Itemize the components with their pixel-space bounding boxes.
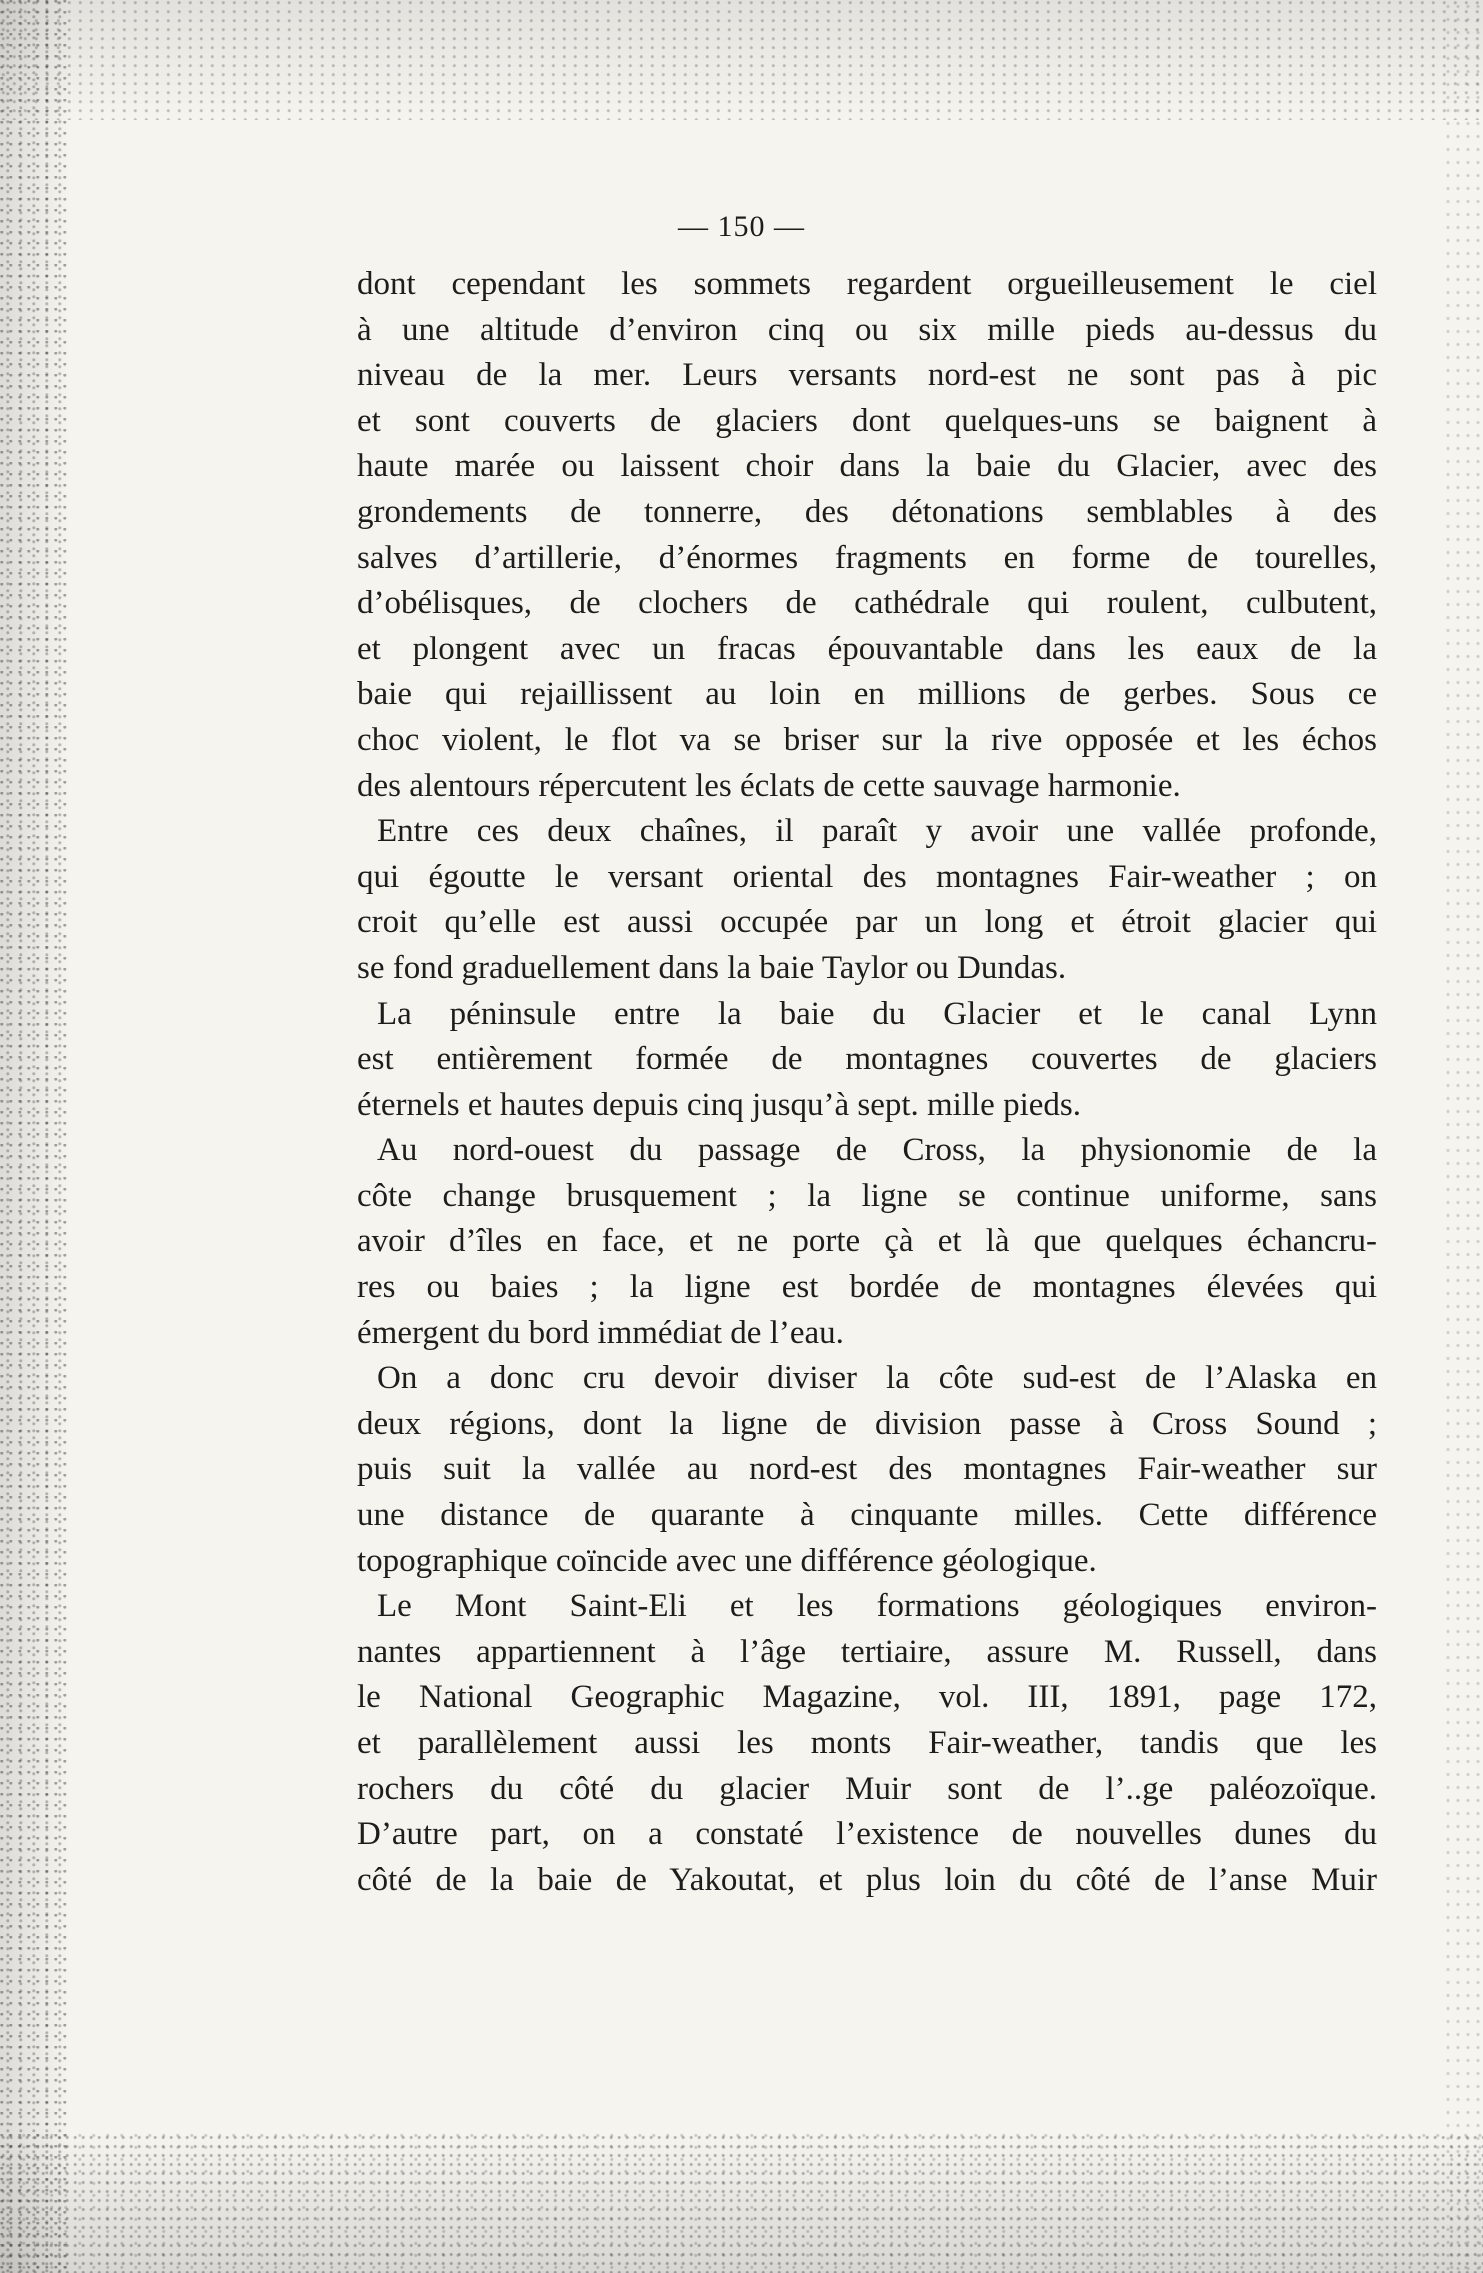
text-line: éternels et hautes depuis cinq jusqu’à sept. mille pieds. xyxy=(357,1086,1081,1123)
text-line: rochers du côté du glacier Muir sont de l’..ge paléozoïque. xyxy=(357,1770,1377,1807)
scan-noise-top xyxy=(0,0,1483,120)
text-line: à une altitude d’environ cinq ou six mille pieds au-dessus du xyxy=(357,311,1377,348)
text-line: et plongent avec un fracas épouvantable dans les eaux de la xyxy=(357,630,1377,667)
text-line: côte change brusquement ; la ligne se continue uniforme, sans xyxy=(357,1177,1377,1214)
text-line: nantes appartiennent à l’âge tertiaire, assure M. Russell, dans xyxy=(357,1633,1377,1670)
paragraph-start-line: Au nord-ouest du passage de Cross, la physionomie de la xyxy=(377,1132,1377,1169)
text-line: se fond graduellement dans la baie Taylor ou Dundas. xyxy=(357,949,1067,986)
text-line: choc violent, le flot va se briser sur la rive opposée et les échos xyxy=(357,721,1377,758)
page-number: — 150 — xyxy=(678,210,805,243)
paragraph-start-line: Le Mont Saint-Eli et les formations géologiques environ- xyxy=(377,1588,1377,1625)
text-line: et sont couverts de glaciers dont quelques-uns se baignent à xyxy=(357,402,1377,439)
text-line: haute marée ou laissent choir dans la baie du Glacier, avec des xyxy=(357,448,1377,485)
text-line: émergent du bord immédiat de l’eau. xyxy=(357,1314,844,1351)
scan-noise-right xyxy=(1443,0,1483,2273)
scan-noise-bottom xyxy=(0,2133,1483,2273)
text-line: salves d’artillerie, d’énormes fragments en forme de tourelles, xyxy=(357,539,1377,576)
text-line: baie qui rejaillissent au loin en millions de gerbes. Sous ce xyxy=(357,676,1377,713)
text-line: des alentours répercutent les éclats de cette sauvage harmonie. xyxy=(357,767,1181,804)
scan-noise-left xyxy=(0,0,70,2273)
text-line: niveau de la mer. Leurs versants nord-est ne sont pas à pic xyxy=(357,357,1377,394)
paragraph-start-line: La péninsule entre la baie du Glacier et le canal Lynn xyxy=(377,995,1377,1032)
text-line: avoir d’îles en face, et ne porte çà et là que quelques échancru- xyxy=(357,1223,1377,1260)
paragraph-start-line: On a donc cru devoir diviser la côte sud-est de l’Alaska en xyxy=(377,1360,1377,1397)
text-line: et parallèlement aussi les monts Fair-weather, tandis que les xyxy=(357,1725,1377,1761)
text-line: est entièrement formée de montagnes couvertes de glaciers xyxy=(357,1041,1377,1078)
text-line: deux régions, dont la ligne de division passe à Cross Sound ; xyxy=(357,1405,1377,1442)
text-line: d’obélisques, de clochers de cathédrale qui roulent, culbutent, xyxy=(357,585,1377,622)
text-line: res ou baies ; la ligne est bordée de montagnes élevées qui xyxy=(357,1269,1377,1306)
text-line: le National Geographic Magazine, vol. III, 1891, page 172, xyxy=(357,1679,1377,1716)
text-line: topographique coïncide avec une différence géologique. xyxy=(357,1542,1097,1579)
body-text xyxy=(357,262,1377,1903)
text-line: qui égoutte le versant oriental des montagnes Fair-weather ; on xyxy=(357,858,1377,895)
text-line: grondements de tonnerre, des détonations semblables à des xyxy=(357,493,1377,530)
text-line: croit qu’elle est aussi occupée par un long et étroit glacier qui xyxy=(357,904,1377,941)
text-line: côté de la baie de Yakoutat, et plus loin du côté de l’anse Muir xyxy=(357,1861,1377,1898)
text-line: puis suit la vallée au nord-est des montagnes Fair-weather sur xyxy=(357,1451,1377,1488)
text-line: dont cependant les sommets regardent orgueilleusement le ciel xyxy=(357,266,1377,302)
paragraph-start-line: Entre ces deux chaînes, il paraît y avoir une vallée profonde, xyxy=(377,813,1377,850)
text-line: une distance de quarante à cinquante milles. Cette différence xyxy=(357,1497,1377,1534)
text-line: D’autre part, on a constaté l’existence de nouvelles dunes du xyxy=(357,1816,1377,1853)
